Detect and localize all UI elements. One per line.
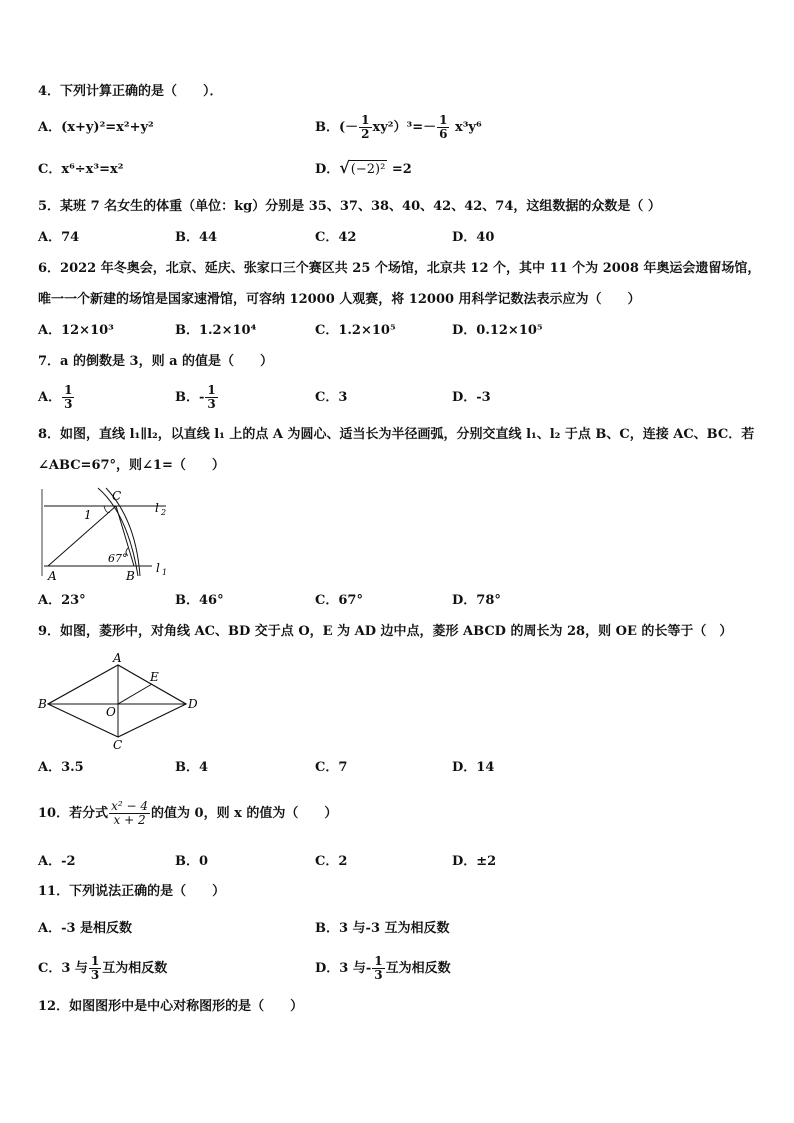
q11-option-b: B．3 与-3 互为相反数	[315, 921, 450, 936]
q12-stem: 12．如图图形中是中心对称图形的是（ ）	[38, 999, 304, 1014]
q9-option-b: B．4	[175, 760, 209, 775]
q10-stem-tail: 的值为 0，则 x 的值为（ ）	[151, 806, 338, 821]
q11-option-d	[315, 951, 451, 987]
q4-option-d	[315, 159, 412, 179]
q10-numerator: x² − 4	[111, 799, 148, 813]
q5-option-c: C．42	[315, 230, 357, 245]
q8-option-a: A．23°	[38, 593, 86, 608]
q4-d-prefix: D．	[315, 162, 340, 177]
q8-stem-line2: ∠ABC=67°，则∠1=（ ）	[38, 458, 225, 473]
label-c: C	[113, 738, 123, 750]
segment-ac	[48, 506, 116, 566]
q4-b-numerator: 1	[361, 113, 370, 127]
label-l1-sub: 1	[162, 568, 168, 577]
label-angle-1: 1	[84, 508, 92, 522]
q5-option-a: A．74	[38, 230, 80, 245]
label-d: D	[188, 697, 198, 711]
q10-stem-prefix: 10．若分式	[38, 806, 109, 821]
label-l2: l	[155, 501, 159, 515]
q10-option-d: D．±2	[452, 854, 497, 869]
q8-option-d: D．78°	[452, 593, 501, 608]
label-o: O	[106, 705, 116, 719]
q4-b2-denominator: 6	[439, 127, 448, 141]
label-l1: l	[156, 561, 160, 575]
q6-stem-line2: 唯一一个新建的场馆是国家速滑馆，可容纳 12000 人观赛，将 12000 用科学记数法表示应为（ ）	[38, 292, 641, 307]
q4-option-c: C．x⁶÷x³=x²	[38, 162, 124, 177]
q7-a-fraction	[62, 384, 74, 411]
q4-option-b	[315, 110, 482, 146]
q9-figure	[36, 650, 206, 750]
q6-option-a: A．12×10³	[38, 323, 114, 338]
segment-oe	[118, 684, 152, 704]
q8-figure	[36, 484, 176, 584]
label-c: C	[112, 489, 122, 503]
label-a: A	[48, 569, 57, 583]
q4-d-radicand: (−2)²	[350, 162, 386, 177]
q7-a-numerator: 1	[64, 383, 73, 397]
sqrt-sign-icon: √	[339, 158, 350, 177]
q8-option-b: B．46°	[175, 593, 224, 608]
q7-b-prefix: B．-	[175, 390, 205, 405]
q7-option-d: D．-3	[452, 390, 491, 405]
q10-denominator: x + 2	[109, 813, 150, 827]
q11-d-numerator: 1	[374, 954, 383, 968]
q11-c-tail: 互为相反数	[102, 961, 168, 976]
q7-a-denominator: 3	[64, 397, 73, 411]
q4-stem: 4．下列计算正确的是（ ）．	[38, 84, 223, 99]
q4-b2-numerator: 1	[439, 113, 448, 127]
q9-stem: 9．如图，菱形中，对角线 AC、BD 交于点 O，E 为 AD 边中点，菱形 ABCD 的周长为 28，则 OE 的长等于（ ）	[38, 624, 733, 639]
q7-option-a	[38, 380, 75, 416]
q8-option-c: C．67°	[315, 593, 363, 608]
q11-d-prefix: D．3 与-	[315, 961, 372, 976]
label-b: B	[126, 569, 135, 583]
q7-a-prefix: A．	[38, 390, 62, 405]
q10-fraction	[109, 800, 150, 827]
q4-b-middle: xy²）³=－	[372, 120, 437, 135]
q7-b-fraction	[205, 384, 217, 411]
q9-option-d: D．14	[452, 760, 495, 775]
q5-stem: 5．某班 7 名女生的体重（单位：kg）分别是 35、37、38、40、42、42、74，这组数据的众数是（ ）	[38, 199, 661, 214]
label-a: A	[113, 651, 122, 665]
q10-stem	[38, 796, 337, 832]
q4-b-tail: x³y⁶	[454, 120, 482, 135]
q9-option-c: C．7	[315, 760, 348, 775]
q4-option-a: A．(x+y)²=x²+y²	[38, 120, 154, 135]
q10-option-c: C．2	[315, 854, 348, 869]
q10-option-b: B．0	[175, 854, 209, 869]
q4-d-tail: =2	[391, 162, 412, 177]
q9-option-a: A．3.5	[38, 760, 84, 775]
q7-b-numerator: 1	[207, 383, 216, 397]
q5-option-b: B．44	[175, 230, 218, 245]
q11-d-tail: 互为相反数	[385, 961, 451, 976]
q11-c-numerator: 1	[90, 954, 100, 968]
q7-option-b	[175, 380, 219, 416]
label-b: B	[38, 697, 47, 711]
q6-stem-line1: 6．2022 年冬奥会，北京、延庆、张家口三个赛区共 25 个场馆，北京共 12 个，其中 11 个为 2008 年奥运会遗留场馆，	[38, 261, 761, 276]
q6-option-b: B．1.2×10⁴	[175, 323, 257, 338]
q6-option-c: C．1.2×10⁵	[315, 323, 396, 338]
label-l2-sub: 2	[161, 508, 167, 517]
q11-d-fraction	[372, 955, 384, 982]
q11-option-a: A．-3 是相反数	[38, 921, 133, 936]
q11-c-denominator: 3	[90, 968, 100, 982]
label-e: E	[150, 670, 159, 684]
label-angle-67: 67°	[108, 552, 128, 565]
q7-option-c: C．3	[315, 390, 348, 405]
q4-b-denominator: 2	[361, 127, 370, 141]
q4-b-prefix: B．(－	[315, 120, 359, 135]
q6-option-d: D．0.12×10⁵	[452, 323, 543, 338]
q7-b-denominator: 3	[207, 397, 216, 411]
q7-stem: 7．a 的倒数是 3，则 a 的值是（ ）	[38, 354, 274, 369]
q11-option-c	[38, 951, 167, 987]
q11-c-fraction	[89, 955, 101, 982]
q10-option-a: A．-2	[38, 854, 76, 869]
q11-stem: 11．下列说法正确的是（ ）	[38, 884, 226, 899]
q4-b-fraction	[359, 114, 371, 141]
rhombus-abcd	[48, 665, 186, 737]
q4-b-fraction2	[437, 114, 449, 141]
q11-d-denominator: 3	[374, 968, 383, 982]
q11-c-prefix: C．3 与	[38, 961, 88, 976]
q5-option-d: D．40	[452, 230, 495, 245]
q8-stem-line1: 8．如图，直线 l₁∥l₂，以直线 l₁ 上的点 A 为圆心、适当长为半径画弧，分别交直线 l₁、l₂ 于点 B、C，连接 AC、BC．若	[38, 427, 755, 442]
